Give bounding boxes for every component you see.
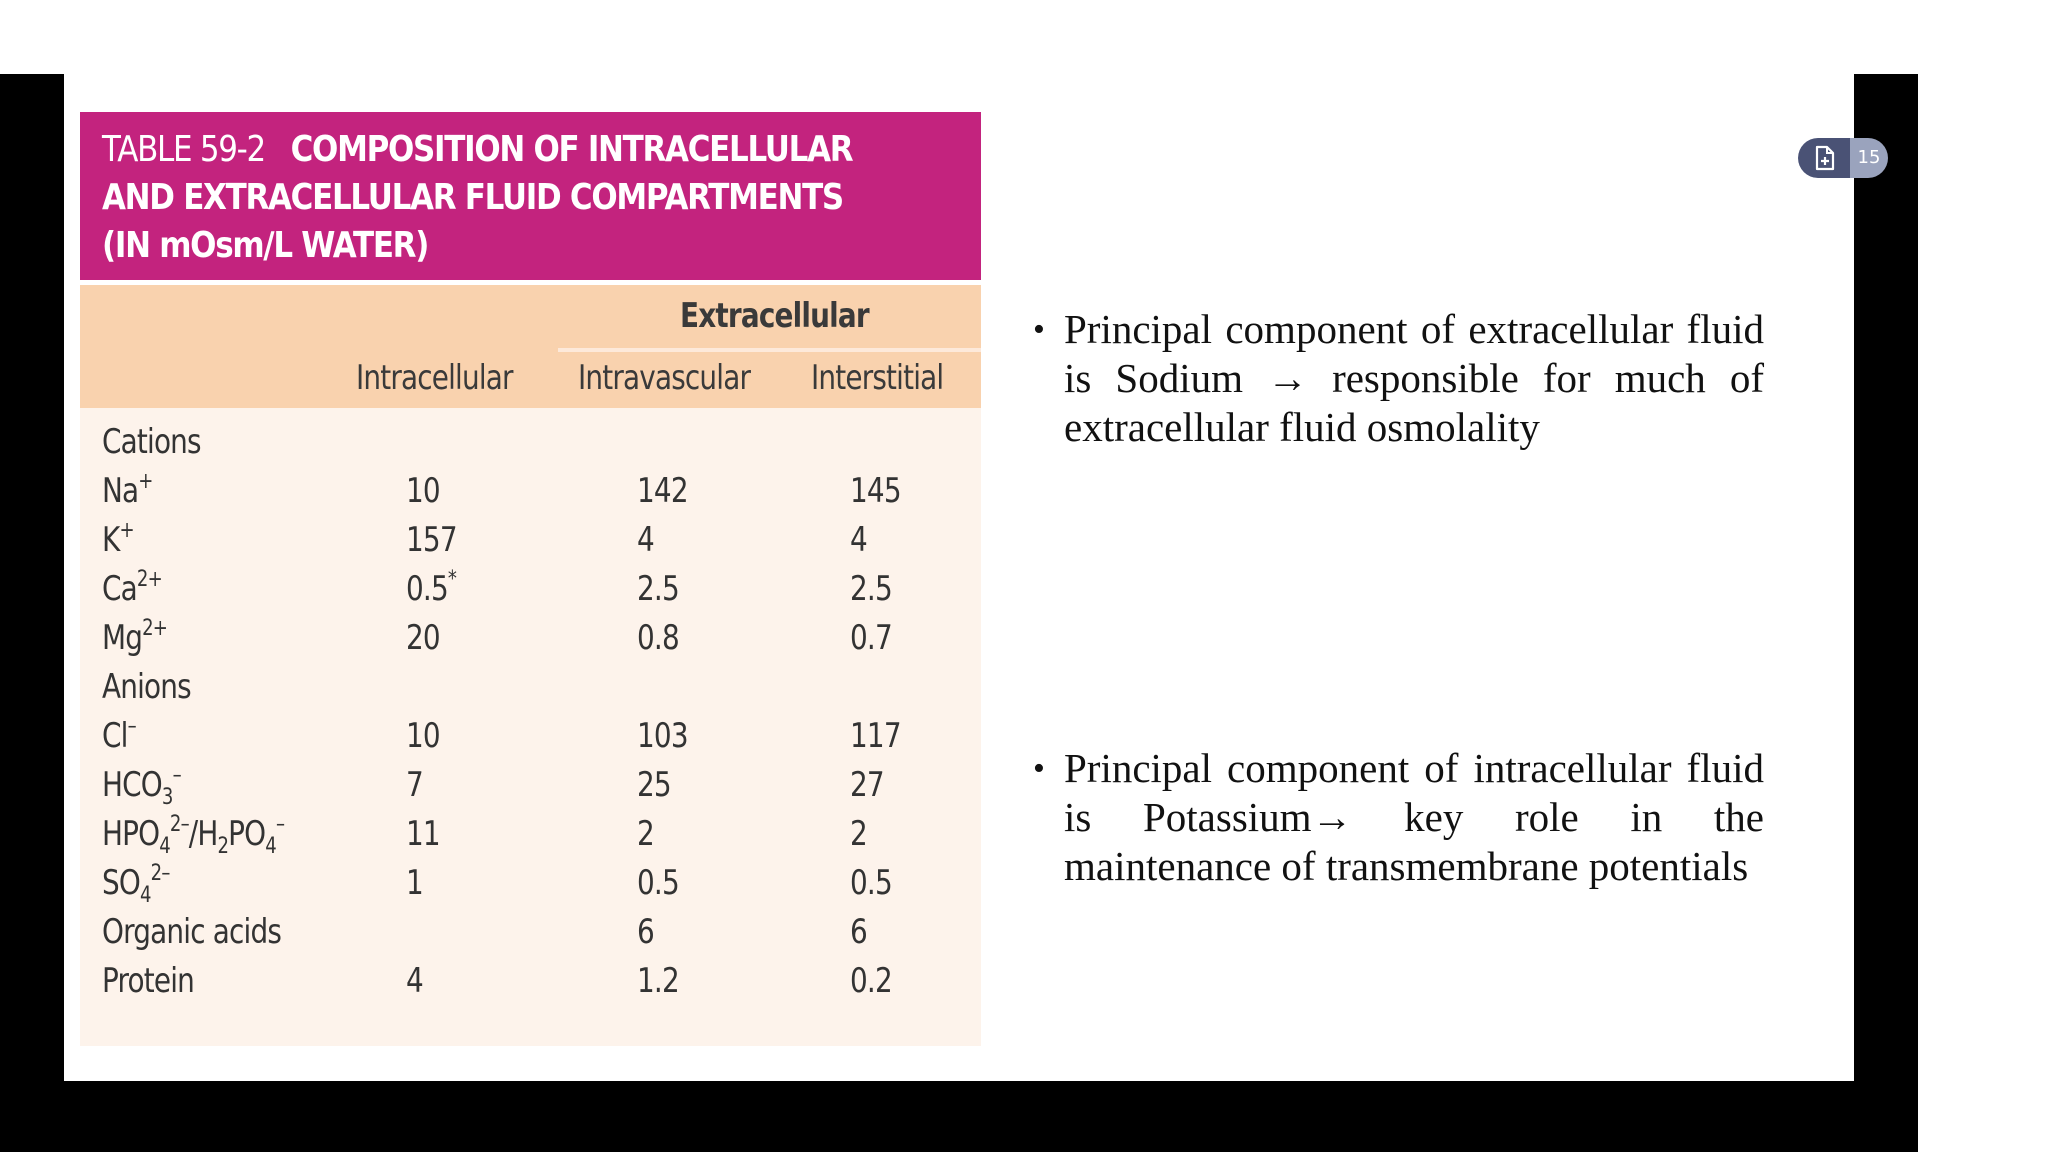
cell-value: 0.5 — [637, 863, 679, 903]
cell-value: 103 — [637, 716, 688, 756]
frame-bottom — [0, 1081, 1918, 1152]
cell-value: 10 — [406, 471, 440, 511]
extracellular-rule — [558, 348, 981, 352]
row-label-cl: Cl– — [102, 714, 136, 756]
section-anions: Anions — [102, 667, 191, 707]
cell-value: 0.7 — [850, 618, 892, 658]
cell-value: 157 — [406, 520, 457, 560]
cell-value: 145 — [850, 471, 901, 511]
cell-value: 7 — [406, 765, 423, 805]
cell-value: 6 — [850, 912, 867, 952]
cell-value: 142 — [637, 471, 688, 511]
bullet-text: Principal component of intracellular fluid is Potassium→ key role in the maintenance of transmembrane potentials — [1064, 745, 1764, 889]
row-label-mg: $Mg^{2+}$ — [102, 616, 168, 658]
cell-value: 2.5 — [850, 569, 892, 609]
cell-value: 25 — [637, 765, 671, 805]
row-label-protein: Protein — [102, 961, 194, 1001]
page-number: 15 — [1857, 147, 1881, 168]
cell-value: 117 — [850, 716, 901, 756]
row-label-organic-acids: Organic acids — [102, 912, 282, 952]
cell-value: 0.5 — [850, 863, 892, 903]
cell-value: 0.2 — [850, 961, 892, 1001]
cell-value: 4 — [406, 961, 423, 1001]
cell-value: 0.8 — [637, 618, 679, 658]
section-cations: Cations — [102, 422, 201, 462]
row-label-hpo4: $HPO_4^{2-}/H_2PO_4^-$ — [102, 812, 285, 859]
row-label-hco3: $HCO_3^-$ — [102, 763, 181, 810]
cell-value: 6 — [637, 912, 654, 952]
document-icon[interactable] — [1798, 138, 1850, 178]
page-badge[interactable] — [1798, 138, 1888, 178]
cell-value: 4 — [850, 520, 867, 560]
title-line-3: (IN mOsm/L WATER) — [102, 225, 429, 266]
table-title — [80, 112, 981, 280]
row-label-so4: $SO_4^{2-}$ — [102, 861, 170, 908]
cell-value: 2.5 — [637, 569, 679, 609]
cell-value: 1.2 — [637, 961, 679, 1001]
bullet-text: Principal component of extracellular fluid is Sodium → responsible for much of extracellular fluid osmolality — [1064, 306, 1764, 450]
cell-value: 1 — [406, 863, 423, 903]
cell-value: 4 — [637, 520, 654, 560]
bullet-dot: • — [1033, 750, 1045, 787]
title-line-1: TABLE 59-2 COMPOSITION OF INTRACELLULAR — [102, 129, 853, 170]
cell-value: 2 — [637, 814, 654, 854]
cell-value: 11 — [406, 814, 440, 854]
header-interstitial: Interstitial — [811, 358, 944, 398]
cell-value: 2 — [850, 814, 867, 854]
cell-value: 20 — [406, 618, 440, 658]
bullet-sodium — [1033, 305, 1764, 452]
header-intracellular: Intracellular — [356, 358, 513, 398]
row-label-na: Na+ — [102, 469, 153, 511]
bullet-potassium — [1033, 744, 1764, 891]
row-label-k: K+ — [102, 518, 134, 560]
bullet-dot: • — [1033, 311, 1045, 348]
frame-right — [1854, 74, 1918, 1152]
footnote-mark: * — [447, 567, 457, 592]
cell-value: 0.5* — [406, 567, 457, 609]
title-line-2: AND EXTRACELLULAR FLUID COMPARTMENTS — [102, 177, 843, 218]
header-extracellular: Extracellular — [680, 296, 869, 336]
cell-value: 10 — [406, 716, 440, 756]
header-intravascular: Intravascular — [578, 358, 751, 398]
slide — [64, 74, 1854, 1081]
frame-left — [0, 74, 64, 1152]
cell-value: 27 — [850, 765, 884, 805]
row-label-ca: $Ca^{2+}$ — [102, 567, 162, 609]
composition-table — [80, 112, 981, 1046]
